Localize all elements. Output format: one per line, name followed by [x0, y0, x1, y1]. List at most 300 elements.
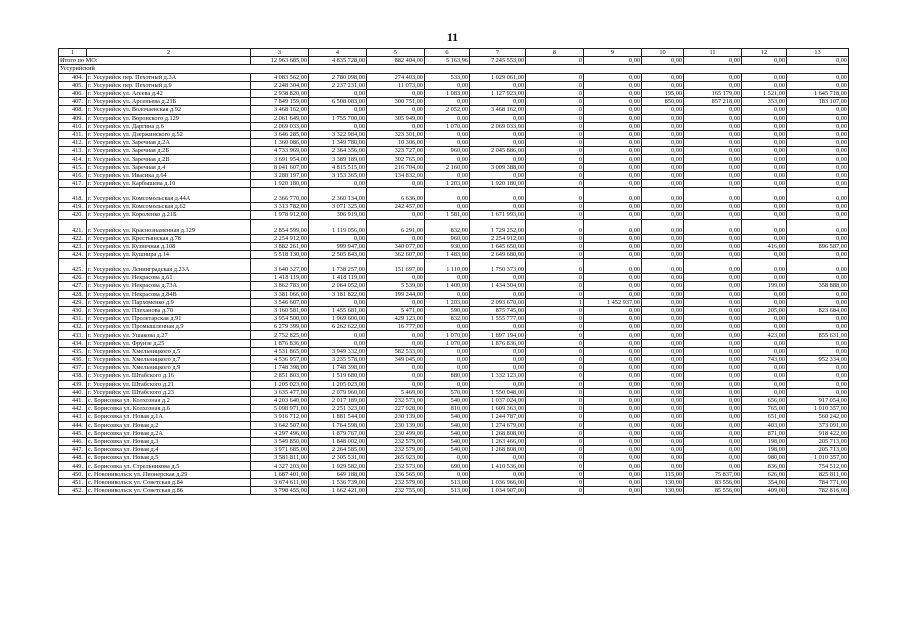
value-cell: 0,00: [787, 219, 849, 234]
page-number: 11: [446, 30, 459, 44]
value-cell: 1 519 680,00: [309, 372, 367, 380]
value-cell: 4 536 957,00: [251, 356, 309, 364]
value-cell: 0,00: [367, 298, 425, 306]
address-cell: г. Уссурийск ул. Хмельницкого д.7: [87, 356, 251, 364]
value-cell: 6 636,00: [367, 188, 425, 203]
value-cell: 1 848 002,00: [309, 437, 367, 445]
value-cell: 3 862 783,00: [251, 282, 309, 290]
value-cell: 0: [526, 413, 584, 421]
value-cell: 0: [526, 487, 584, 495]
value-cell: 3 546 607,00: [251, 298, 309, 306]
value-cell: 0,00: [787, 139, 849, 147]
value-cell: 0,00: [642, 122, 684, 130]
row-number: 408.: [59, 106, 87, 114]
value-cell: 0: [526, 470, 584, 478]
value-cell: 0,00: [787, 73, 849, 81]
value-cell: 0,00: [425, 347, 470, 355]
value-cell: 0,00: [684, 147, 742, 155]
value-cell: 0,00: [470, 364, 526, 372]
value-cell: 0,00: [642, 323, 684, 331]
table-row: [59, 211, 849, 219]
address-cell: г. Уссурийск ул. Воронского д.129: [87, 114, 251, 122]
value-cell: 0,00: [584, 388, 642, 396]
value-cell: 0,00: [684, 429, 742, 437]
value-cell: 1 127 923,00: [470, 89, 526, 97]
value-cell: 0,00: [742, 380, 787, 388]
table-row: [59, 454, 849, 462]
value-cell: 2 752 825,00: [251, 331, 309, 339]
value-cell: 765,00: [742, 405, 787, 413]
address-cell: г. Уссурийск ул. Заречная д.2Б: [87, 147, 251, 155]
value-cell: 782 816,00: [787, 487, 849, 495]
value-cell: 1 483,00: [425, 250, 470, 258]
value-cell: 0,00: [584, 282, 642, 290]
value-cell: 1 036 966,00: [470, 478, 526, 486]
value-cell: 513,00: [425, 487, 470, 495]
value-cell: 0,00: [584, 130, 642, 138]
value-cell: 0,00: [684, 380, 742, 388]
row-number: 414.: [59, 155, 87, 163]
address-cell: г. Уссурийск ул. Кушнира д.14: [87, 250, 251, 258]
value-cell: 1 268 808,00: [470, 446, 526, 454]
value-cell: 0,00: [584, 180, 642, 188]
value-cell: 0,00: [584, 462, 642, 470]
value-cell: 300 751,00: [367, 98, 425, 106]
value-cell: 0: [526, 106, 584, 114]
value-cell: 1 978 912,00: [251, 211, 309, 219]
address-cell: г. Уссурийск ул. Пролетарская д.91: [87, 315, 251, 323]
row-number: 420.: [59, 211, 87, 219]
address-cell: с. Борисовка ул. Новая д.5: [87, 454, 251, 462]
value-cell: 130,00: [642, 478, 684, 486]
value-cell: 1 645 718,00: [787, 89, 849, 97]
total-cell: 0,00: [684, 57, 742, 65]
value-cell: 0,00: [584, 242, 642, 250]
value-cell: 0: [526, 462, 584, 470]
value-cell: 540,00: [425, 429, 470, 437]
value-cell: 0: [526, 315, 584, 323]
address-cell: г. Уссурийск ул. Заречная д.2В: [87, 155, 251, 163]
address-cell: с. Борисовка ул. Колхозная д.2: [87, 396, 251, 404]
value-cell: 0,00: [684, 171, 742, 179]
row-number: 451.: [59, 478, 87, 486]
value-cell: 0,00: [584, 274, 642, 282]
address-cell: г. Уссурийск ул. Кузнечная д.108: [87, 242, 251, 250]
value-cell: 0,00: [470, 274, 526, 282]
value-cell: 0,00: [742, 114, 787, 122]
value-cell: 0,00: [367, 339, 425, 347]
value-cell: 0,00: [742, 219, 787, 234]
value-cell: 205 713,00: [787, 446, 849, 454]
value-cell: 0,00: [642, 315, 684, 323]
value-cell: 0,00: [642, 282, 684, 290]
value-cell: 0,00: [367, 274, 425, 282]
value-cell: 1 410 536,00: [470, 462, 526, 470]
row-number: 444.: [59, 421, 87, 429]
value-cell: 0,00: [584, 372, 642, 380]
column-number-cell: 7: [470, 49, 526, 57]
address-cell: г. Уссурийск пер. Пехотный д.9: [87, 81, 251, 89]
value-cell: 0,00: [584, 364, 642, 372]
value-cell: 323 727,00: [367, 147, 425, 155]
value-cell: 0: [526, 396, 584, 404]
value-cell: 3 949 332,00: [309, 347, 367, 355]
value-cell: 0,00: [642, 106, 684, 114]
value-cell: 1 029 061,00: [470, 73, 526, 81]
address-cell: с. Борисовка ул. Новая д.3: [87, 437, 251, 445]
value-cell: 0,00: [642, 81, 684, 89]
value-cell: 1 881 544,00: [309, 413, 367, 421]
value-cell: 165 179,00: [684, 89, 742, 97]
value-cell: 533,00: [425, 73, 470, 81]
table-row: [59, 73, 849, 81]
row-number: 434.: [59, 339, 87, 347]
value-cell: 0,00: [642, 211, 684, 219]
value-cell: 540,00: [425, 396, 470, 404]
value-cell: 0: [526, 122, 584, 130]
value-cell: 2 079 960,00: [309, 388, 367, 396]
table-row: [59, 242, 849, 250]
value-cell: 232 579,00: [367, 446, 425, 454]
address-cell: г. Уссурийск ул. Некрасова д.73А: [87, 282, 251, 290]
value-cell: 0,00: [787, 380, 849, 388]
value-cell: 3 389 189,00: [309, 155, 367, 163]
value-cell: 825 811,00: [787, 470, 849, 478]
value-cell: 0,00: [787, 155, 849, 163]
value-cell: 0: [526, 429, 584, 437]
value-cell: 540,00: [425, 446, 470, 454]
value-cell: 875 745,00: [470, 306, 526, 314]
value-cell: 0,00: [742, 388, 787, 396]
value-cell: 1 876 836,00: [251, 339, 309, 347]
value-cell: 3 381 066,00: [251, 290, 309, 298]
value-cell: 0: [526, 388, 584, 396]
column-number-cell: 8: [526, 49, 584, 57]
value-cell: 1 687 401,00: [251, 470, 309, 478]
total-label: Итого по МО:: [59, 57, 251, 65]
value-cell: 1 263 466,00: [470, 437, 526, 445]
row-number: 411.: [59, 130, 87, 138]
value-cell: 0: [526, 234, 584, 242]
address-cell: г. Уссурийск ул. Штабского д.16: [87, 372, 251, 380]
value-cell: 0,00: [470, 155, 526, 163]
value-cell: 1 920 180,00: [251, 180, 309, 188]
value-cell: 199 244,00: [367, 290, 425, 298]
value-cell: 75 837,00: [684, 470, 742, 478]
value-cell: 0,00: [742, 274, 787, 282]
value-cell: 232 579,00: [367, 478, 425, 486]
value-cell: 1 205 023,00: [251, 380, 309, 388]
value-cell: 0,00: [584, 429, 642, 437]
value-cell: 1 083,00: [425, 89, 470, 97]
value-cell: 754 512,00: [787, 462, 849, 470]
row-number: 419.: [59, 203, 87, 211]
value-cell: 0,00: [309, 339, 367, 347]
table-row: [59, 89, 849, 97]
value-cell: 1: [526, 298, 584, 306]
value-cell: 423,00: [742, 331, 787, 339]
value-cell: 3 153 365,00: [309, 171, 367, 179]
value-cell: 0,00: [742, 259, 787, 274]
value-cell: 832,00: [425, 219, 470, 234]
value-cell: 0,00: [742, 323, 787, 331]
value-cell: 16 777,00: [367, 323, 425, 331]
value-cell: 0,00: [584, 219, 642, 234]
value-cell: 0,00: [584, 98, 642, 106]
table-row: [59, 106, 849, 114]
value-cell: 0,00: [584, 163, 642, 171]
value-cell: 409,00: [742, 487, 787, 495]
column-number-cell: 9: [584, 49, 642, 57]
value-cell: 349 045,00: [367, 356, 425, 364]
table-row: [59, 139, 849, 147]
value-cell: 0,00: [787, 347, 849, 355]
value-cell: 0,00: [642, 219, 684, 234]
value-cell: 810,00: [425, 405, 470, 413]
value-cell: 0,00: [470, 171, 526, 179]
value-cell: 232 755,00: [367, 487, 425, 495]
value-cell: 0,00: [787, 234, 849, 242]
value-cell: 0,00: [642, 462, 684, 470]
value-cell: 323 301,00: [367, 130, 425, 138]
row-number: 415.: [59, 163, 87, 171]
column-number-cell: 3: [251, 49, 309, 57]
column-number-cell: 13: [787, 49, 849, 57]
value-cell: 416,00: [742, 242, 787, 250]
table-row: [59, 331, 849, 339]
value-cell: 429 123,00: [367, 315, 425, 323]
row-number: 443.: [59, 413, 87, 421]
value-cell: 0: [526, 81, 584, 89]
value-cell: 0,00: [425, 98, 470, 106]
value-cell: 1 645 650,00: [470, 242, 526, 250]
value-cell: 1 274 679,00: [470, 421, 526, 429]
value-cell: 1 203,00: [425, 180, 470, 188]
value-cell: 0,00: [425, 274, 470, 282]
value-cell: 3 549 850,00: [251, 437, 309, 445]
table-row: [59, 413, 849, 421]
row-number: 413.: [59, 147, 87, 155]
value-cell: 0,00: [684, 274, 742, 282]
value-cell: 2 254 912,00: [470, 234, 526, 242]
value-cell: 0,00: [742, 155, 787, 163]
value-cell: 3 160 581,00: [251, 306, 309, 314]
address-cell: г. Уссурийск ул. Комсомольская д.62: [87, 203, 251, 211]
value-cell: 1 360 086,00: [251, 139, 309, 147]
value-cell: 3 646 285,00: [251, 130, 309, 138]
value-cell: 0,00: [425, 139, 470, 147]
value-cell: 0: [526, 89, 584, 97]
address-cell: г. Уссурийск ул. Дзержинского д.52: [87, 130, 251, 138]
value-cell: 2 780 098,00: [309, 73, 367, 81]
value-cell: 0,00: [425, 454, 470, 462]
address-cell: г. Уссурийск ул. Волочаевская д.92: [87, 106, 251, 114]
value-cell: 960,00: [425, 234, 470, 242]
address-cell: г. Уссурийск ул. Комсомольская д.44А: [87, 188, 251, 203]
total-cell: 4 835 728,00: [309, 57, 367, 65]
value-cell: 0,00: [642, 139, 684, 147]
value-cell: 0,00: [425, 130, 470, 138]
value-cell: 0: [526, 306, 584, 314]
row-number: 418.: [59, 188, 87, 203]
value-cell: 0,00: [684, 339, 742, 347]
table-row: [59, 147, 849, 155]
value-cell: 151 697,00: [367, 259, 425, 274]
address-cell: г. Уссурийск ул. Промышленная д.9: [87, 323, 251, 331]
value-cell: 823 684,00: [787, 306, 849, 314]
value-cell: 2 093 670,00: [470, 298, 526, 306]
value-cell: 0: [526, 454, 584, 462]
value-cell: 0,00: [642, 242, 684, 250]
value-cell: 3 071 325,00: [309, 203, 367, 211]
row-number: 421.: [59, 219, 87, 234]
table-row: [59, 388, 849, 396]
value-cell: 0,00: [642, 250, 684, 258]
total-cell: 0: [526, 57, 584, 65]
address-cell: г. Уссурийск ул. Короленко д.21Б: [87, 211, 251, 219]
table-row: [59, 347, 849, 355]
value-cell: 850,00: [642, 98, 684, 106]
value-cell: 0,00: [425, 81, 470, 89]
value-cell: 0,00: [584, 147, 642, 155]
value-cell: 1 929 582,00: [309, 462, 367, 470]
value-cell: 4 733 969,00: [251, 147, 309, 155]
value-cell: 0,00: [684, 73, 742, 81]
value-cell: 0,00: [309, 298, 367, 306]
row-number: 452.: [59, 487, 87, 495]
value-cell: 1 662 421,00: [309, 487, 367, 495]
address-cell: г. Уссурийск пер. Пехотный д.3А: [87, 73, 251, 81]
value-cell: 1 203,00: [425, 298, 470, 306]
value-cell: 0,00: [309, 234, 367, 242]
value-cell: 0,00: [684, 155, 742, 163]
value-cell: 265 923,00: [367, 454, 425, 462]
value-cell: 0,00: [787, 114, 849, 122]
value-cell: 0,00: [642, 180, 684, 188]
row-number: 404.: [59, 73, 87, 81]
value-cell: 1 070,00: [425, 122, 470, 130]
value-cell: 0,00: [309, 331, 367, 339]
value-cell: 0: [526, 219, 584, 234]
value-cell: 0,00: [742, 339, 787, 347]
value-cell: 0,00: [584, 171, 642, 179]
column-number-cell: 6: [425, 49, 470, 57]
value-cell: 0,00: [684, 234, 742, 242]
value-cell: 651,00: [742, 413, 787, 421]
table-row: [59, 487, 849, 495]
row-number: 449.: [59, 462, 87, 470]
value-cell: 656,00: [742, 396, 787, 404]
value-cell: 2 851 803,00: [251, 372, 309, 380]
value-cell: 0,00: [684, 364, 742, 372]
address-cell: г. Уссурийск ул. Краснознаменная д.129: [87, 219, 251, 234]
address-cell: г. Уссурийск ул. Арсеньева д.21Б: [87, 98, 251, 106]
address-cell: с. Борисовка ул. Новая д.2: [87, 421, 251, 429]
value-cell: 1 205 023,00: [309, 380, 367, 388]
value-cell: 354,00: [742, 478, 787, 486]
value-cell: 3 971 685,00: [251, 446, 309, 454]
value-cell: 5 469,00: [367, 388, 425, 396]
table-row: [59, 298, 849, 306]
total-cell: 0,00: [642, 57, 684, 65]
value-cell: 1 764 598,00: [309, 421, 367, 429]
value-cell: 0,00: [309, 122, 367, 130]
table-row: [59, 188, 849, 203]
value-cell: 4 327 203,00: [251, 462, 309, 470]
value-cell: 0,00: [684, 250, 742, 258]
value-cell: 3 009 388,00: [470, 163, 526, 171]
value-cell: 0: [526, 73, 584, 81]
value-cell: 0: [526, 155, 584, 163]
address-cell: с. Новоникольск ул. Советская д.86: [87, 487, 251, 495]
value-cell: 0,00: [684, 413, 742, 421]
value-cell: 1 434 304,00: [470, 282, 526, 290]
section-row: [59, 65, 849, 73]
value-cell: 136 565,00: [367, 470, 425, 478]
value-cell: 302 765,00: [367, 155, 425, 163]
value-cell: 0,00: [642, 405, 684, 413]
value-cell: 0,00: [787, 211, 849, 219]
table-row: [59, 155, 849, 163]
row-number: 407.: [59, 98, 87, 106]
table-row: [59, 364, 849, 372]
row-number: 406.: [59, 89, 87, 97]
value-cell: 0,00: [367, 234, 425, 242]
value-cell: 4 815 515,00: [309, 163, 367, 171]
value-cell: 649 188,00: [309, 470, 367, 478]
row-number: 433.: [59, 331, 87, 339]
value-cell: 0,00: [642, 429, 684, 437]
value-cell: 1 755 700,00: [309, 114, 367, 122]
value-cell: 0,00: [787, 364, 849, 372]
value-cell: 0: [526, 339, 584, 347]
value-cell: 0,00: [642, 130, 684, 138]
value-cell: 0,00: [584, 259, 642, 274]
value-cell: 0,00: [642, 306, 684, 314]
value-cell: 205,00: [742, 306, 787, 314]
row-number: 425.: [59, 259, 87, 274]
value-cell: 0,00: [584, 470, 642, 478]
value-cell: 2 052,00: [425, 106, 470, 114]
value-cell: 227 928,00: [367, 405, 425, 413]
value-cell: 115,00: [642, 470, 684, 478]
address-cell: г. Уссурийск ул. Фрунзе д.25: [87, 339, 251, 347]
value-cell: 0: [526, 274, 584, 282]
value-cell: 0,00: [642, 203, 684, 211]
value-cell: 3 468 162,00: [470, 106, 526, 114]
value-cell: 0,00: [584, 234, 642, 242]
value-cell: 1 750 373,00: [470, 259, 526, 274]
value-cell: 0,00: [367, 372, 425, 380]
value-cell: 1 034 907,00: [470, 487, 526, 495]
value-cell: 0,00: [742, 147, 787, 155]
table-row: [59, 98, 849, 106]
value-cell: 242 457,00: [367, 203, 425, 211]
value-cell: 362 607,00: [367, 250, 425, 258]
value-cell: 0,00: [684, 81, 742, 89]
value-cell: 3 954 500,00: [251, 315, 309, 323]
value-cell: 0,00: [787, 122, 849, 130]
value-cell: 0,00: [584, 405, 642, 413]
address-cell: г. Уссурийск ул. Некрасова д.61: [87, 274, 251, 282]
value-cell: 0,00: [584, 290, 642, 298]
value-cell: 230 499,00: [367, 429, 425, 437]
value-cell: 0,00: [742, 290, 787, 298]
table-row: [59, 171, 849, 179]
row-number: 436.: [59, 356, 87, 364]
row-number: 424.: [59, 250, 87, 258]
value-cell: 85 556,00: [684, 487, 742, 495]
